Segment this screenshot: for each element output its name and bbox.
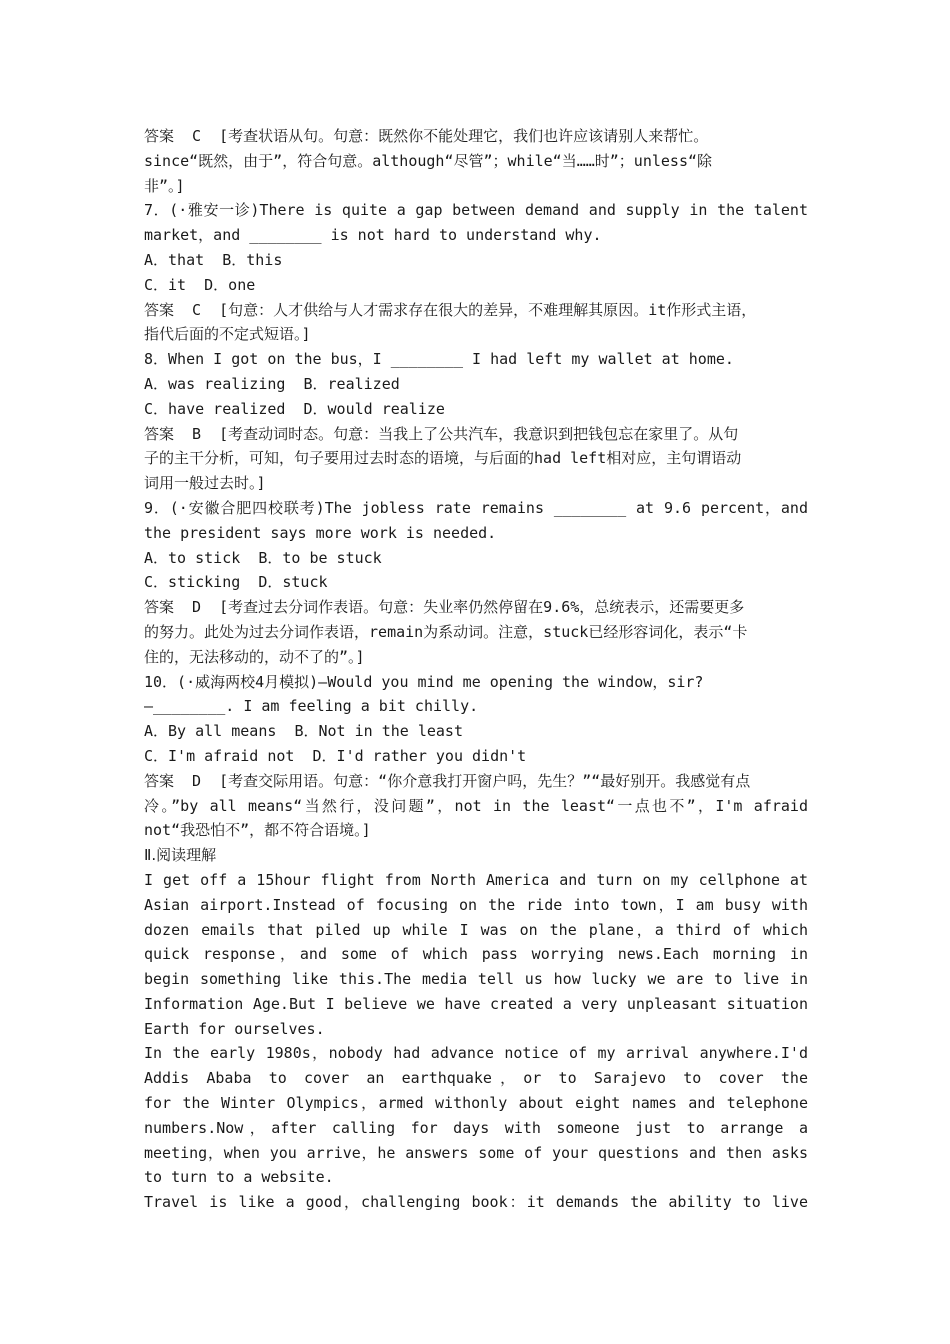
- answer-9-line-2: 的努力。此处为过去分词作表语，remain为系动词。注意，stuck已经形容词化，表示“卡: [144, 622, 748, 641]
- passage-line-7: Earth for ourselves.: [144, 1019, 325, 1038]
- question-9-stem-line-2: the president says more work is needed.: [144, 523, 497, 542]
- answer-10-line-1: 答案 D [考查交际用语。句意：“你介意我打开窗户吗，先生？”“最好别开。我感觉有点: [144, 771, 751, 790]
- question-10-stem-line-2: —________. I am feeling a bit chilly.: [144, 697, 479, 716]
- passage-line-1: I get off a 15hour flight from North America and turn on my cellphone at: [144, 870, 808, 889]
- answer-8-line-1: 答案 B [考查动词时态。句意：当我上了公共汽车，我意识到把钱包忘在家里了。从句: [144, 424, 739, 443]
- passage-line-4: quick response，and some of which pass worrying news.Each morning in: [144, 945, 808, 964]
- passage-line-10: for the Winter Olympics，armed withonly about eight names and telephone: [144, 1094, 808, 1113]
- question-8-options-ab: A．was realizing B．realized: [144, 374, 400, 393]
- passage-line-12: meeting，when you arrive，he answers some of your questions and then asks: [144, 1143, 808, 1162]
- answer-6-line-1: 答案 C [考查状语从句。句意：既然你不能处理它，我们也许应该请别人来帮忙。: [144, 127, 709, 145]
- question-9-options-ab: A．to stick B．to be stuck: [144, 548, 382, 567]
- answer-7-line-1: 答案 C [句意：人才供给与人才需求存在很大的差异，不难理解其原因。it作形式主语，: [144, 300, 757, 319]
- document-page: [144, 124, 808, 1215]
- question-9-options-cd: C．sticking D．stuck: [144, 573, 328, 592]
- passage-line-6: Information Age.But I believe we have created a very unpleasant situation: [144, 994, 808, 1013]
- answer-9-line-3: 住的，无法移动的，动不了的”。]: [144, 647, 365, 666]
- question-7-options-ab: A．that B．this: [144, 250, 283, 269]
- passage-line-8: In the early 1980s，nobody had advance notice of my arrival anywhere.I'd: [144, 1044, 808, 1063]
- question-7-stem-line-2: market，and ________ is not hard to understand why.: [144, 226, 602, 245]
- passage-line-13: to turn to a website.: [144, 1168, 334, 1187]
- question-10-stem-line-1: 10．(·威海两校4月模拟)—Would you mind me opening the window，sir?: [144, 672, 704, 691]
- answer-8-line-3: 词用一般过去时。]: [144, 474, 266, 493]
- answer-6-line-2: since“既然，由于”，符合句意。although“尽管”；while“当……时”；unless“除: [144, 151, 713, 170]
- answer-10-line-2: 冷。”by all means“当然行，没问题”，not in the least“一点也不”，I'm afraid: [144, 796, 808, 815]
- answer-7-line-2: 指代后面的不定式短语。]: [144, 325, 311, 344]
- passage-line-11: numbers.Now，after calling for days with someone just to arrange a: [144, 1118, 808, 1137]
- answer-6-line-3: 非”。]: [144, 176, 185, 195]
- passage-line-14: Travel is like a good，challenging book：it demands the ability to live: [144, 1193, 808, 1212]
- question-9-stem-line-1: 9．(·安徽合肥四校联考)The jobless rate remains ________ at 9.6 percent，and: [144, 498, 808, 517]
- section-heading-reading: Ⅱ.阅读理解: [144, 846, 217, 865]
- question-7-stem-line-1: 7．(·雅安一诊)There is quite a gap between demand and supply in the talent: [144, 201, 808, 220]
- question-10-options-ab: A．By all means B．Not in the least: [144, 722, 463, 741]
- answer-10-line-3: not“我恐怕不”，都不符合语境。]: [144, 821, 371, 840]
- question-8-options-cd: C．have realized D．would realize: [144, 399, 445, 418]
- question-10-options-cd: C．I'm afraid not D．I'd rather you didn't: [144, 746, 527, 765]
- answer-8-line-2: 子的主干分析，可知，句子要用过去时态的语境，与后面的had left相对应，主句谓语动: [144, 449, 742, 468]
- passage-line-2: Asian airport.Instead of focusing on the ride into town，I am busy with: [144, 895, 808, 914]
- answer-9-line-1: 答案 D [考查过去分词作表语。句意：失业率仍然停留在9.6%，总统表示，还需要更多: [144, 598, 745, 617]
- passage-line-3: dozen emails that piled up while I was on the plane，a third of which: [144, 920, 808, 939]
- question-8-stem: 8．When I got on the bus，I ________ I had left my wallet at home.: [144, 350, 734, 369]
- passage-line-5: begin something like this.The media tell us how lucky we are to live in: [144, 970, 808, 989]
- question-7-options-cd: C．it D．one: [144, 275, 256, 294]
- passage-line-9: Addis Ababa to cover an earthquake，or to Sarajevo to cover the: [144, 1069, 808, 1088]
